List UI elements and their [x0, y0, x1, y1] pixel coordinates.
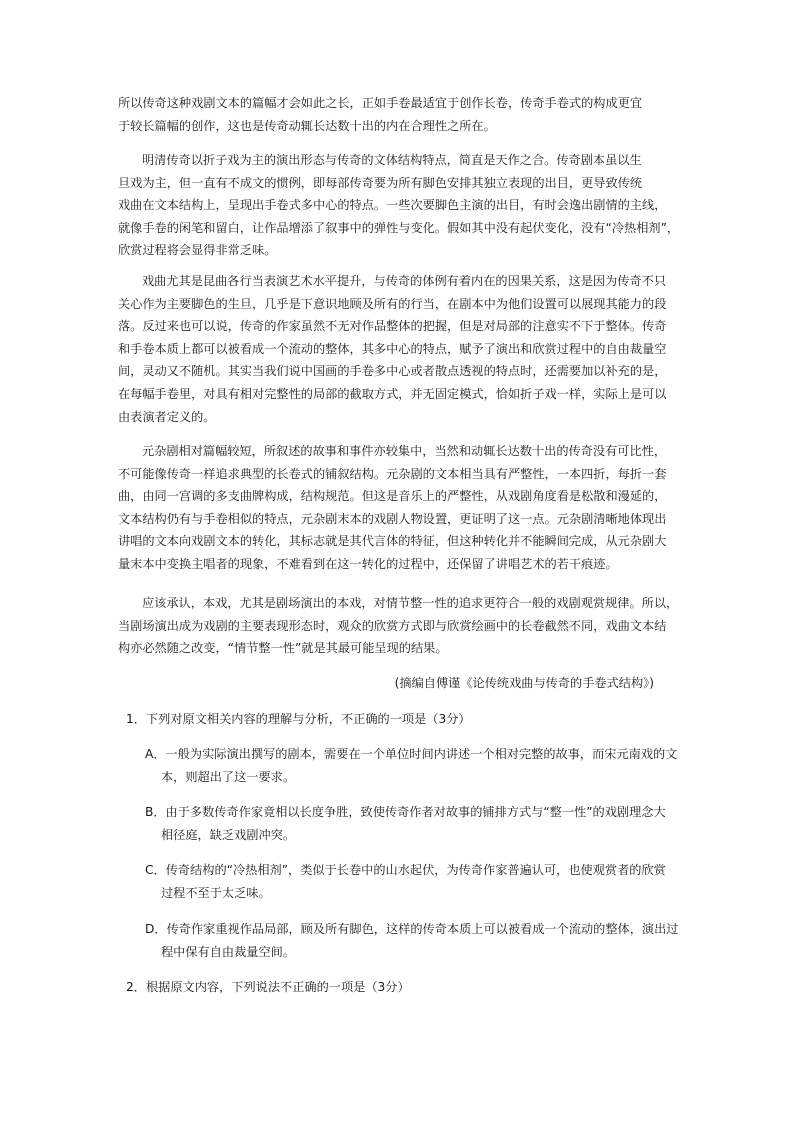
text-line: 戏曲尤其是昆曲各行当表演艺术水平提升，与传奇的体例有着内在的因果关系，这是因为传奇不只 — [142, 274, 667, 288]
option-d — [145, 918, 685, 963]
source-citation: (摘编自傅谨《论传统戏曲与传奇的手卷式结构》) — [394, 676, 654, 690]
text-line: 讲唱的文本向戏剧文本的转化，其标志就是其代言体的特征，但这种转化并不能瞬间完成，从元杂剧大 — [118, 534, 667, 549]
text-line: 欣赏过程将会显得非常乏味。 — [118, 243, 277, 258]
option-text-line: 本，则超出了这一要求。 — [161, 769, 296, 784]
text-line: 落。反过来也可以说，传奇的作家虽然不无对作品整体的把握，但是对局部的注意实不下于整体。传奇 — [118, 319, 667, 334]
text-line: 戏曲在文本结构上，呈现出手卷式多中心的特点。一些次要脚色主演的出目，有时会逸出剧情的主线， — [118, 198, 667, 213]
text-line: 应该承认，本戏，尤其是剧场演出的本戏，对情节整一性的追求更符合一般的戏剧观赏规律。所以， — [142, 596, 679, 610]
text-line: 当剧场演出成为戏剧的主要表现形态时，观众的欣赏方式即与欣赏绘画中的长卷截然不同，戏曲文本结 — [118, 618, 667, 633]
text-line: 旦戏为主，但一直有不成文的惯例，即每部传奇要为所有脚色安排其独立表现的出目，更导致传统 — [118, 175, 643, 190]
option-text-line: C．传奇结构的“冷热相剂”，类似于长卷中的山水起伏，为传奇作家普遍认可，也使观赏者的欣赏 — [145, 863, 666, 877]
text-line: 文本结构仍有与手卷相似的特点，元杂剧末本的戏剧人物设置，更证明了这一点。元杂剧清晰地体现出 — [118, 511, 667, 526]
text-line: 曲，由同一宫调的多支曲牌构成，结构规范。但这是音乐上的严整性，从戏剧角度看是松散和漫延的， — [118, 489, 667, 504]
paragraph-3 — [118, 270, 680, 428]
question-2-stem: 2．根据原文内容，下列说法不正确的一项是（3分） — [126, 980, 410, 994]
text-line: 于较长篇幅的创作，这也是传奇动辄长达数十出的内在合理性之所在。 — [118, 118, 496, 133]
option-text-line: D．传奇作家重视作品局部，顾及所有脚色，这样的传奇本质上可以被看成一个流动的整体，演出过 — [145, 922, 679, 936]
text-line: 就像手卷的闲笔和留白，让作品增添了叙事中的弹性与变化。假如其中没有起伏变化，没有“冷热相剂”， — [118, 220, 680, 235]
text-line: 关心作为主要脚色的生旦，几乎是下意识地顾及所有的行当，在剧本中为他们设置可以展现其能力的段 — [118, 296, 667, 311]
option-text-line: 相径庭，缺乏戏剧冲突。 — [161, 827, 296, 842]
option-a — [145, 743, 685, 788]
text-line: 间，灵动又不随机。其实当我们说中国画的手卷多中心或者散点透视的特点时，还需要加以补充的是， — [118, 364, 667, 379]
text-line: 构亦必然随之改变，“情节整一性”就是其最可能呈现的结果。 — [118, 641, 448, 656]
option-text-line: B．由于多数传奇作家竟相以长度争胜，致使传奇作者对故事的铺排方式与“整一性”的戏剧理念大 — [145, 805, 666, 819]
question-1-stem: 1．下列对原文相关内容的理解与分析，不正确的一项是（3分） — [126, 712, 471, 726]
paragraph-1 — [118, 92, 680, 137]
paragraph-5 — [118, 592, 680, 660]
text-line: 所以传奇这种戏剧文本的篇幅才会如此之长，正如手卷最适宜于创作长卷，传奇手卷式的构成更宜 — [118, 96, 643, 110]
text-line: 由表演者定义的。 — [118, 409, 216, 424]
text-line: 和手卷本质上都可以被看成一个流动的整体，其多中心的特点，赋予了演出和欣赏过程中的自由裁量空 — [118, 341, 667, 356]
option-text-line: A．一般为实际演出撰写的剧本，需要在一个单位时间内讲述一个相对完整的故事，而宋元南戏的文 — [145, 747, 678, 761]
text-line: 元杂剧相对篇幅较短，所叙述的故事和事件亦较集中，当然和动辄长达数十出的传奇没有可比性， — [142, 444, 667, 458]
option-text-line: 过程不至于太乏味。 — [161, 885, 271, 900]
text-line: 不可能像传奇一样追求典型的长卷式的铺叙结构。元杂剧的文本相当具有严整性，一本四折，每折一套 — [118, 466, 667, 481]
option-text-line: 程中保有自由裁量空间。 — [161, 944, 296, 959]
option-c — [145, 859, 685, 904]
text-line: 量末本中变换主唱者的现象，不难看到在这一转化的过程中，还保留了讲唱艺术的若干痕迹。 — [118, 556, 618, 571]
paragraph-4 — [118, 440, 680, 576]
paragraph-2 — [118, 149, 680, 262]
option-b — [145, 801, 685, 846]
text-line: 在每幅手卷里，对具有相对完整性的局部的截取方式，并无固定模式，恰如折子戏一样，实际上是可以 — [118, 386, 667, 401]
text-line: 明清传奇以折子戏为主的演出形态与传奇的文体结构特点，简直是天作之合。传奇剧本虽以生 — [142, 153, 642, 167]
